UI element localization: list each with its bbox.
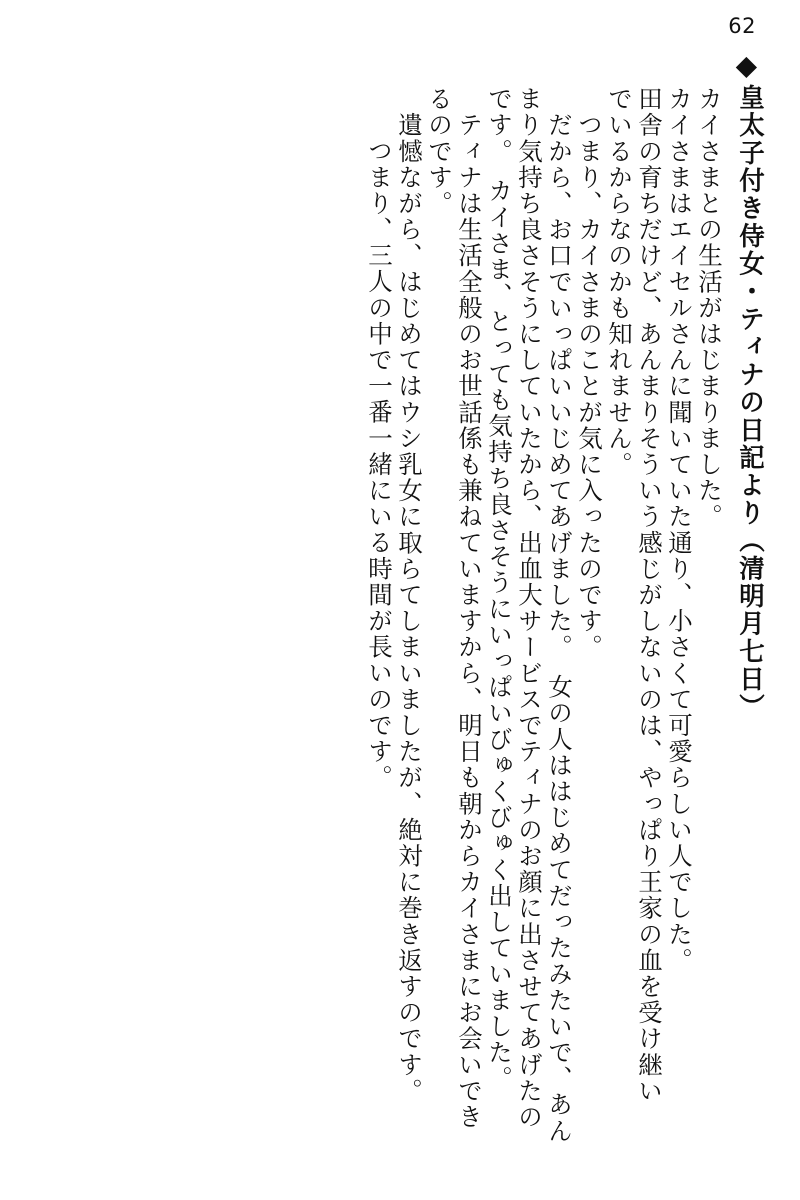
text-column: るのです。 (425, 86, 454, 217)
text-column: でいるからなのかも知れません。 (605, 86, 634, 478)
text-column: 遺憾ながら、はじめてはウシ乳女に取らてしまいましたが、絶対に巻き返すのです。 (395, 86, 424, 1104)
text-column: まり気持ち良さそうにしていたから、出血大サービスでティナのお顔に出させてあげたの (515, 86, 544, 1130)
heading-text: 皇太子付き侍女・ティナの日記より（清明月七日） (735, 83, 765, 721)
section-heading (731, 60, 765, 1160)
text-column: カイさまとの生活がはじまりました。 (695, 86, 724, 530)
text-column: つまり、三人の中で一番一緒にいる時間が長いのです。 (365, 112, 394, 791)
text-column: ティナは生活全般のお世話係も兼ねていますから、明日も朝からカイさまにお会いでき (455, 86, 484, 1130)
text-column: つまり、カイさまのことが気に入ったのです。 (575, 86, 604, 661)
text-column: です。 カイさま、とっても気持ち良さそうにいっぱいびゅくびゅく出していました。 (485, 86, 514, 1092)
page-number: 62 (728, 14, 756, 38)
vertical-text-body (52, 60, 765, 1160)
diamond-bullet-icon (736, 57, 757, 78)
text-column: カイさまはエイセルさんに聞いていた通り、小さくて可愛らしい人でした。 (665, 86, 694, 974)
text-column: 田舎の育ちだけど、あんまりそういう感じがしないのは、やっぱり王家の血を受け継い (635, 86, 664, 1104)
text-column: だから、お口でいっぱいいじめてあげました。 女の人ははじめてだったみたいで、あん (545, 86, 574, 1144)
